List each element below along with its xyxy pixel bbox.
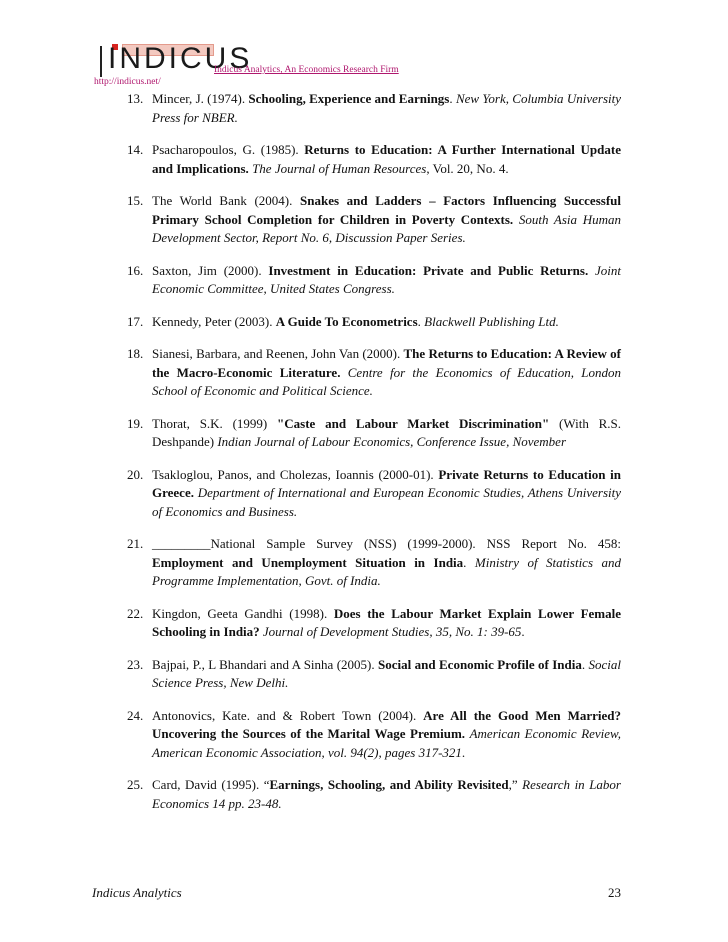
reference-source: American Economic Review, American Economic Association, vol. 94(2), pages 317-321 <box>152 726 622 760</box>
reference-separator <box>340 365 347 380</box>
reference-suffix: . <box>461 744 466 760</box>
reference-authors: Mincer, J. (1974). <box>152 91 249 106</box>
reference-source: Department of International and European Economic Studies, Athens University of Economics and Business. <box>152 485 622 519</box>
reference-title: Private Returns to Education in Greece. <box>152 466 621 500</box>
reference-source: Indian Journal of Labour Economics, Conference Issue, November <box>217 434 567 449</box>
reference-number: 24. <box>127 707 144 723</box>
reference-item <box>127 313 621 332</box>
reference-title: A Guide To Econometrics <box>275 313 418 329</box>
reference-item <box>127 415 621 452</box>
reference-title: The Returns to Education: A Review of the Macro-Economic Literature. <box>152 346 621 380</box>
reference-item <box>127 262 621 299</box>
reference-number: 25. <box>127 777 144 792</box>
reference-number: 13. <box>127 91 144 106</box>
reference-number: 15. <box>127 193 144 208</box>
reference-separator: . <box>449 91 456 106</box>
footer-publisher: Indicus Analytics <box>92 885 182 900</box>
reference-source: Joint Economic Committee, United States Congress. <box>152 262 621 296</box>
reference-item <box>127 90 621 127</box>
reference-source: Blackwell Publishing Ltd. <box>424 313 559 329</box>
reference-source: Research in Labor Economics 14 pp. 23-48. <box>152 777 621 811</box>
reference-item <box>127 535 621 591</box>
reference-number: 14. <box>127 142 144 157</box>
page-header <box>94 38 438 88</box>
reference-separator: . <box>417 313 425 329</box>
reference-source: The Journal of Human Resources <box>252 160 427 176</box>
reference-separator <box>588 263 595 278</box>
reference-title: Investment in Education: Private and Public Returns. <box>268 262 589 278</box>
reference-title: Does the Labour Market Explain Lower Female Schooling in India? <box>152 605 621 639</box>
reference-authors: Bajpai, P., L Bhandari and A Sinha (2005). <box>152 656 379 672</box>
reference-authors: Thorat, S.K. (1999) <box>152 415 278 431</box>
reference-item <box>127 605 621 642</box>
reference-authors: Kingdon, Geeta Gandhi (1998). <box>152 605 334 621</box>
reference-number: 23. <box>127 656 144 672</box>
reference-item <box>127 707 621 763</box>
reference-authors: Card, David (1995). “ <box>152 777 270 792</box>
reference-suffix: . <box>521 624 525 639</box>
reference-authors: Sianesi, Barbara, and Reenen, John Van (2000). <box>152 346 404 361</box>
reference-number: 22. <box>127 605 144 621</box>
reference-list <box>127 90 621 813</box>
reference-authors: _________National Sample Survey (NSS) (1999-2000). NSS Report No. 458: <box>152 536 621 551</box>
reference-source: South Asia Human Development Sector, Report No. 6, Discussion Paper Series. <box>152 211 622 245</box>
reference-number: 20. <box>127 466 144 482</box>
reference-source: Ministry of Statistics and Programme Implementation, Govt. of India. <box>152 554 621 588</box>
reference-item <box>127 345 621 401</box>
reference-separator: . <box>581 656 589 672</box>
reference-item <box>127 656 621 693</box>
reference-separator: . <box>463 554 475 570</box>
reference-title: Employment and Unemployment Situation in India <box>152 554 464 570</box>
reference-item <box>127 466 621 522</box>
reference-number: 19. <box>127 415 144 431</box>
reference-authors: Tsakloglou, Panos, and Cholezas, Ioannis (2000-01). <box>152 466 439 482</box>
reference-authors: Kennedy, Peter (2003). <box>152 313 276 329</box>
reference-item <box>127 192 621 248</box>
reference-authors: Psacharopoulos, G. (1985). <box>152 142 305 157</box>
reference-number: 17. <box>127 313 144 329</box>
reference-title: Social and Economic Profile of India <box>378 656 582 672</box>
reference-title: Returns to Education: A Further International Update and Implications. <box>152 142 621 176</box>
reference-authors: The World Bank (2004). <box>152 193 301 208</box>
reference-authors: Saxton, Jim (2000). <box>152 262 269 278</box>
reference-number: 21. <box>127 536 144 551</box>
reference-item <box>127 776 621 813</box>
reference-title: Are All the Good Men Married? Uncovering the Sources of the Marital Wage Premium. <box>152 707 621 741</box>
reference-title: Earnings, Schooling, and Ability Revisited <box>269 777 509 792</box>
reference-separator: ,” <box>508 777 523 792</box>
reference-authors: Antonovics, Kate. and & Robert Town (2004). <box>152 707 424 723</box>
reference-source: New York, Columbia University Press for NBER. <box>152 91 622 125</box>
reference-source: Journal of Development Studies, 35, No. 1: 39-65 <box>262 624 522 639</box>
page-number: 23 <box>608 885 621 900</box>
reference-title: "Caste and Labour Market Discrimination" <box>277 415 550 431</box>
reference-number: 16. <box>127 262 144 278</box>
header-url-link[interactable]: http://indicus.net/ <box>94 77 161 87</box>
indicus-logo: INDICUS <box>108 42 253 75</box>
reference-number: 18. <box>127 346 144 361</box>
reference-source: Centre for the Economics of Education, London School of Economic and Political Science. <box>152 364 622 398</box>
reference-suffix: , Vol. 20, No. 4. <box>426 160 509 176</box>
reference-item <box>127 141 621 178</box>
header-tagline-link[interactable]: Indicus Analytics, An Economics Research Firm <box>214 65 399 75</box>
reference-separator: (With R.S. Deshpande) <box>152 415 622 449</box>
reference-title: Snakes and Ladders – Factors Influencing Successful Primary School Completion for Children in Poverty Contexts. <box>152 193 621 227</box>
reference-title: Schooling, Experience and Earnings <box>248 91 450 106</box>
reference-source: Social Science Press, New Delhi. <box>152 656 622 690</box>
